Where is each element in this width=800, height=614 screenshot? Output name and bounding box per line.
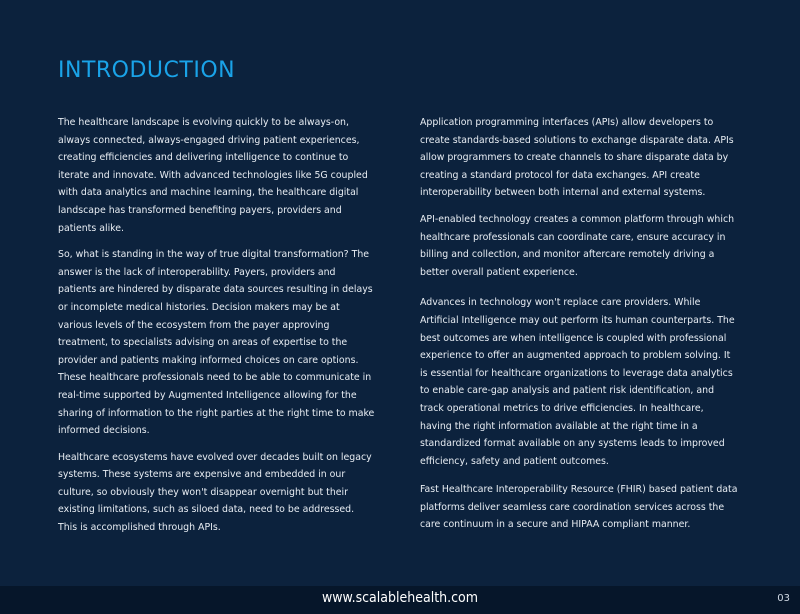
- left-column: [58, 114, 376, 546]
- footer-bar: [0, 586, 800, 614]
- page-number: 03: [777, 593, 790, 604]
- paragraph-fhir: Fast Healthcare Interoperability Resource (FHIR) based patient data platforms deliver seamless care coordination services across the care continuum in a secure and HIPAA compliant manner.: [420, 484, 738, 531]
- paragraph-interoperability: So, what is standing in the way of true digital transformation? The answer is the lack of interoperability. Payers, providers and patients are hindered by disparate data sources resulting in delays or incomplete medical histories. Decision makers may be at various levels of the ecosystem from the payer approving treatment, to specialists advising on areas of expertise to the provider and patients making informed choices on care options. These healthcare professionals need to be able to communicate in real-time supported by Augmented Intelligence allowing for the sharing of information to the right parties at the right time to make informed decisions.: [58, 249, 375, 437]
- paragraph-legacy-systems: Healthcare ecosystems have evolved over decades built on legacy systems. These systems are expensive and embedded in our culture, so obviously they won't disappear overnight but their existing limitations, such as siloed data, need to be addressed. This is accomplished through APIs.: [58, 451, 372, 534]
- footer-url: www.scalablehealth.com: [321, 590, 479, 606]
- right-column: [420, 114, 738, 543]
- paragraph-api-platform: API-enabled technology creates a common platform through which healthcare professionals can coordinate care, ensure accuracy in billing and collection, and monitor aftercare remotely driving a better overall patient experience.: [420, 213, 735, 278]
- page-title: INTRODUCTION: [58, 58, 236, 83]
- paragraph-intro: The healthcare landscape is evolving quickly to be always-on, always connected, always-engaged driving patient experiences, creating efficiencies and delivering intelligence to continue to iterate and innovate. With advanced technologies like 5G coupled with data analytics and machine learning, the healthcare digital landscape has transformed benefiting payers, providers and patients alike.: [58, 117, 368, 234]
- paragraph-apis: Application programming interfaces (APIs) allow developers to create standards-based solutions to exchange disparate data. APIs allow programmers to create channels to share disparate data by creating a standard protocol for data exchanges. API create interoperability between both internal and external systems.: [420, 117, 734, 199]
- paragraph-augmented-intelligence: Advances in technology won't replace care providers. While Artificial Intelligence may out perform its human counterparts. The best outcomes are when intelligence is coupled with professional experience to offer an augmented approach to problem solving. It is essential for healthcare organizations to leverage data analytics to enable care-gap analysis and patient risk identification, and track operational metrics to drive efficiencies. In healthcare, having the right information available at the right time in a standardized format available on any systems leads to improved efficiency, safety and patient outcomes.: [420, 297, 735, 467]
